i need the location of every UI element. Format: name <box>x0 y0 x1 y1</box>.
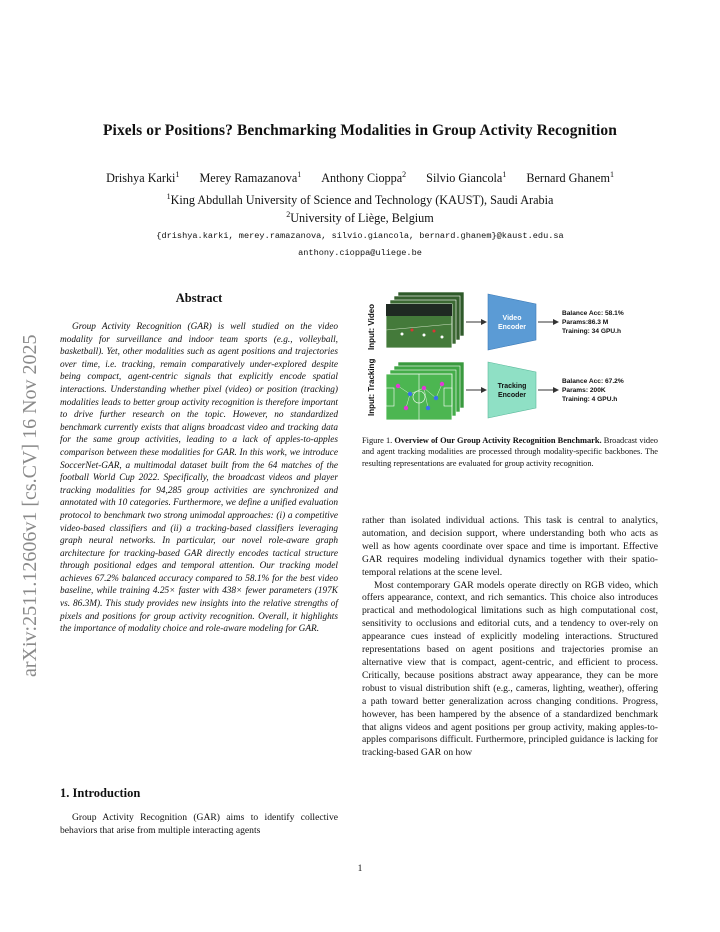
video-frames <box>386 292 464 348</box>
tracking-stats <box>562 378 624 403</box>
video-input-label: Input: Video <box>367 303 376 350</box>
intro-left-text: Group Activity Recognition (GAR) aims to identify collective behaviors that arise from multiple interacting agents <box>60 812 338 836</box>
author: Drishya Karki$^1$ <box>106 170 180 186</box>
author: Anthony Cioppa$^2$ <box>321 170 407 186</box>
intro-paragraph: Most contemporary GAR models operate directly on RGB video, which offers appearance, context, and rich semantics. This choice also introduces practical and methodological limitations such as high computational cost, sensitivity to occlusions and editorial cuts, and a tendency to over-rely on appearance cues instead of explicitly modeling interactions. Structured representations based on agent positions and trajectories promise an alternative view that is compact, agent-centric, and efficient to process. Critically, because positions abstract away appearance, they can be more robust to visual distribution shift (e.g., cameras, lighting, weather), offering a path toward better generalization across changing conditions. Progress, however, has been hampered by the absence of a standardized benchmark that aligns videos and agent positions per group activity, making apples-to-apples comparisons difficult. Furthermore, principled guidance is lacking for tracking-based GAR on how <box>362 579 658 759</box>
svg-text:Training: 34 GPU.h: Training: 34 GPU.h <box>562 328 621 335</box>
video-encoder-label: Encoder <box>497 324 527 331</box>
tracking-encoder-label: Tracking <box>497 383 527 390</box>
svg-text:Training: 4 GPU.h: Training: 4 GPU.h <box>562 396 618 403</box>
author: Silvio Giancola$^1$ <box>426 170 507 186</box>
author: Bernard Ghanem$^1$ <box>526 170 614 186</box>
svg-text:Params: 200K: Params: 200K <box>562 387 606 394</box>
page-number: 1 <box>357 864 363 874</box>
affiliation-1: $^1$King Abdullah University of Science and Technology (KAUST), Saudi Arabia <box>166 192 554 208</box>
arxiv-id: arXiv:2511.12606v1 [cs.CV] 16 Nov 2025 <box>19 334 41 677</box>
email-uliege[interactable]: anthony.cioppa@uliege.be <box>298 248 422 258</box>
figure-1 <box>362 290 658 430</box>
abstract-text: Group Activity Recognition (GAR) is well studied on the video modality for surveillance and indoor team sports (e.g., volleyball, basketball). Yet, other modalities such as agent positions and trajectories over time, i.e. tracking, remain comparatively under-explored despite being compact, agent-centric signals that explicitly encode spatial interactions. Understanding whether pixel (video) or position (tracking) modalities leads to better group activity recognition is therefore important to drive further research on the topic. However, no standardized benchmark currently exists that aligns broadcast video and tracking data for the same group activities, leading to a lack of apples-to-apples comparison between these modalities for GAR. In this work, we introduce SoccerNet-GAR, a multimodal dataset built from the 64 matches of the football World Cup 2022. Specifically, the broadcast videos and player tracking modalities for 94,285 group activities are synchronized and annotated with 10 categories. Furthermore, we define a unified evaluation protocol to benchmark two strong unimodal approaches: (i) a competitive video-based classifiers and (ii) a tracking-based classifiers leveraging graph neural networks. In particular, our novel role-aware graph architecture for tracking-based GAR directly encodes tactical structure through positional edges and temporal attention. Our tracking model achieves 67.2% balanced accuracy compared to 58.1% for the best video baseline, while training 4.25× faster with 438× fewer parameters (197K vs. 86.3M). This study provides new insights into the relative strengths of pixels and positions for group activity recognition. Overall, it highlights the importance of modality choice and role-aware modeling for GAR. <box>60 322 338 635</box>
figure-1-caption <box>362 435 658 469</box>
email-kaust[interactable]: {drishya.karki, merey.ramazanova, silvio.giancola, bernard.ghanem}@kaust.edu.sa <box>156 231 564 241</box>
caption-label: Figure 1. <box>362 436 393 445</box>
tracking-input-label: Input: Tracking <box>367 358 376 416</box>
section-heading-introduction: 1. Introduction <box>60 786 141 800</box>
tracking-encoder-block <box>488 362 536 418</box>
caption-bold: Overview of Our Group Activity Recognition Benchmark. <box>394 436 602 445</box>
intro-right-text <box>362 515 658 760</box>
video-encoder-label: Video <box>502 315 522 322</box>
affiliation-2: $^2$University of Liège, Belgium <box>286 210 434 226</box>
figure-1-diagram <box>362 290 658 430</box>
video-stats <box>562 310 624 335</box>
svg-text:Params:86.3 M: Params:86.3 M <box>562 319 609 326</box>
paper-title: Pixels or Positions? Benchmarking Modalities in Group Activity Recognition <box>102 122 618 139</box>
arxiv-stamp-graphic <box>6 262 46 677</box>
intro-paragraph: rather than isolated individual actions. This task is central to analytics, automation, and decision support, where understanding both who acts as well as how agents coordinate over space and time is important. Effective GAR requires modeling individual dynamics together with their spatio-temporal relations at the scene level. <box>362 515 658 578</box>
svg-text:Balance Acc: 58.1%: Balance Acc: 58.1% <box>562 310 624 317</box>
author-list <box>40 170 680 186</box>
author: Merey Ramazanova$^1$ <box>199 170 302 186</box>
caption-text: Broadcast video and agent tracking modalities are processed through modality-specific backbones. The resulting representations are evaluated for group activity recognition. <box>362 436 658 468</box>
abstract-heading: Abstract <box>175 291 223 305</box>
svg-text:Balance Acc: 67.2%: Balance Acc: 67.2% <box>562 378 624 385</box>
arxiv-stamp <box>6 262 46 677</box>
video-encoder-block <box>488 294 536 350</box>
tracking-encoder-label: Encoder <box>497 392 527 399</box>
tracking-frames <box>386 362 464 420</box>
